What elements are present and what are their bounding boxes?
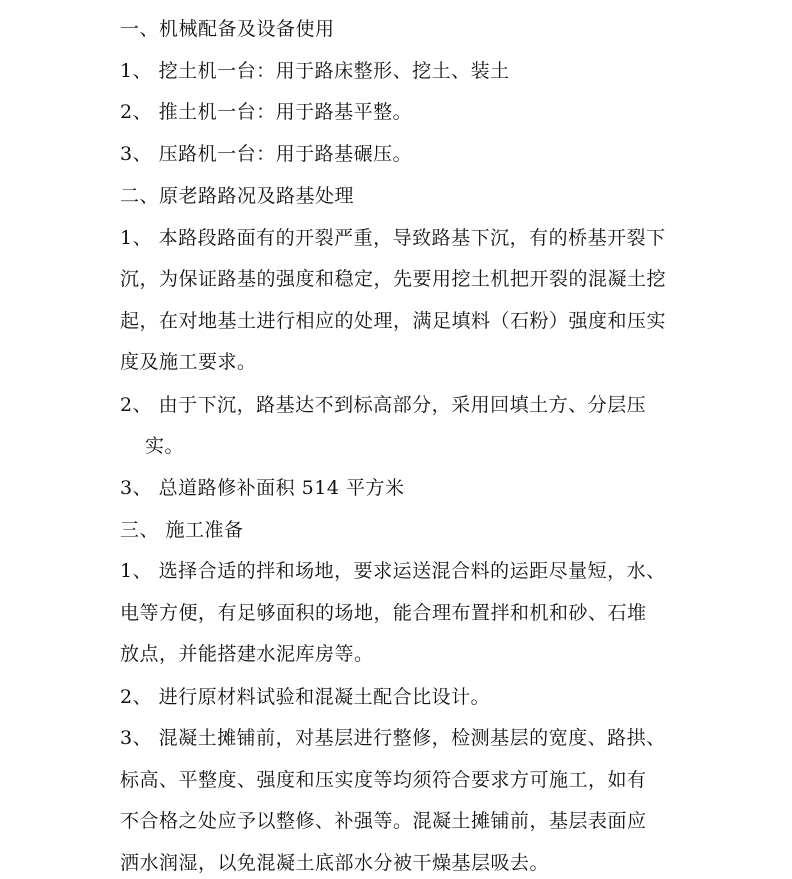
paragraph-line: 不合格之处应予以整修、补强等。混凝土摊铺前，基层表面应	[120, 810, 647, 832]
paragraph-line: 沉，为保证路基的强度和稳定，先要用挖土机把开裂的混凝土挖	[120, 268, 667, 290]
paragraph-line: 起，在对地基土进行相应的处理，满足填料（石粉）强度和压实	[120, 310, 667, 332]
list-item: 3、 压路机一台：用于路基碾压。	[120, 143, 413, 165]
paragraph-line: 2、 由于下沉，路基达不到标高部分，采用回填土方、分层压	[120, 394, 647, 416]
paragraph-line: 3、 混凝土摊铺前，对基层进行整修，检测基层的宽度、路拱、	[120, 727, 666, 749]
paragraph-line: 洒水润湿，以免混凝土底部水分被干燥基层吸去。	[120, 852, 550, 874]
paragraph-line: 放点，并能搭建水泥库房等。	[120, 643, 374, 665]
paragraph-line: 标高、平整度、强度和压实度等均须符合要求方可施工，如有	[120, 769, 647, 791]
paragraph-line: 度及施工要求。	[120, 351, 257, 373]
section-heading-2: 二、原老路路况及路基处理	[120, 185, 355, 207]
list-item: 2、 推土机一台：用于路基平整。	[120, 101, 413, 123]
paragraph-line: 实。	[145, 435, 185, 457]
list-item: 3、 总道路修补面积 514 平方米	[120, 477, 405, 499]
section-heading-3: 三、 施工准备	[120, 519, 244, 541]
paragraph-line: 电等方便，有足够面积的场地，能合理布置拌和机和砂、石堆	[120, 602, 647, 624]
list-item: 2、 进行原材料试验和混凝土配合比设计。	[120, 686, 491, 708]
paragraph-line: 1、 本路段路面有的开裂严重，导致路基下沉，有的桥基开裂下	[120, 227, 666, 249]
list-item: 1、 挖土机一台：用于路床整形、挖土、装土	[120, 60, 510, 82]
paragraph-line: 1、 选择合适的拌和场地，要求运送混合料的运距尽量短，水、	[120, 560, 666, 582]
section-heading-1: 一、机械配备及设备使用	[120, 18, 335, 40]
